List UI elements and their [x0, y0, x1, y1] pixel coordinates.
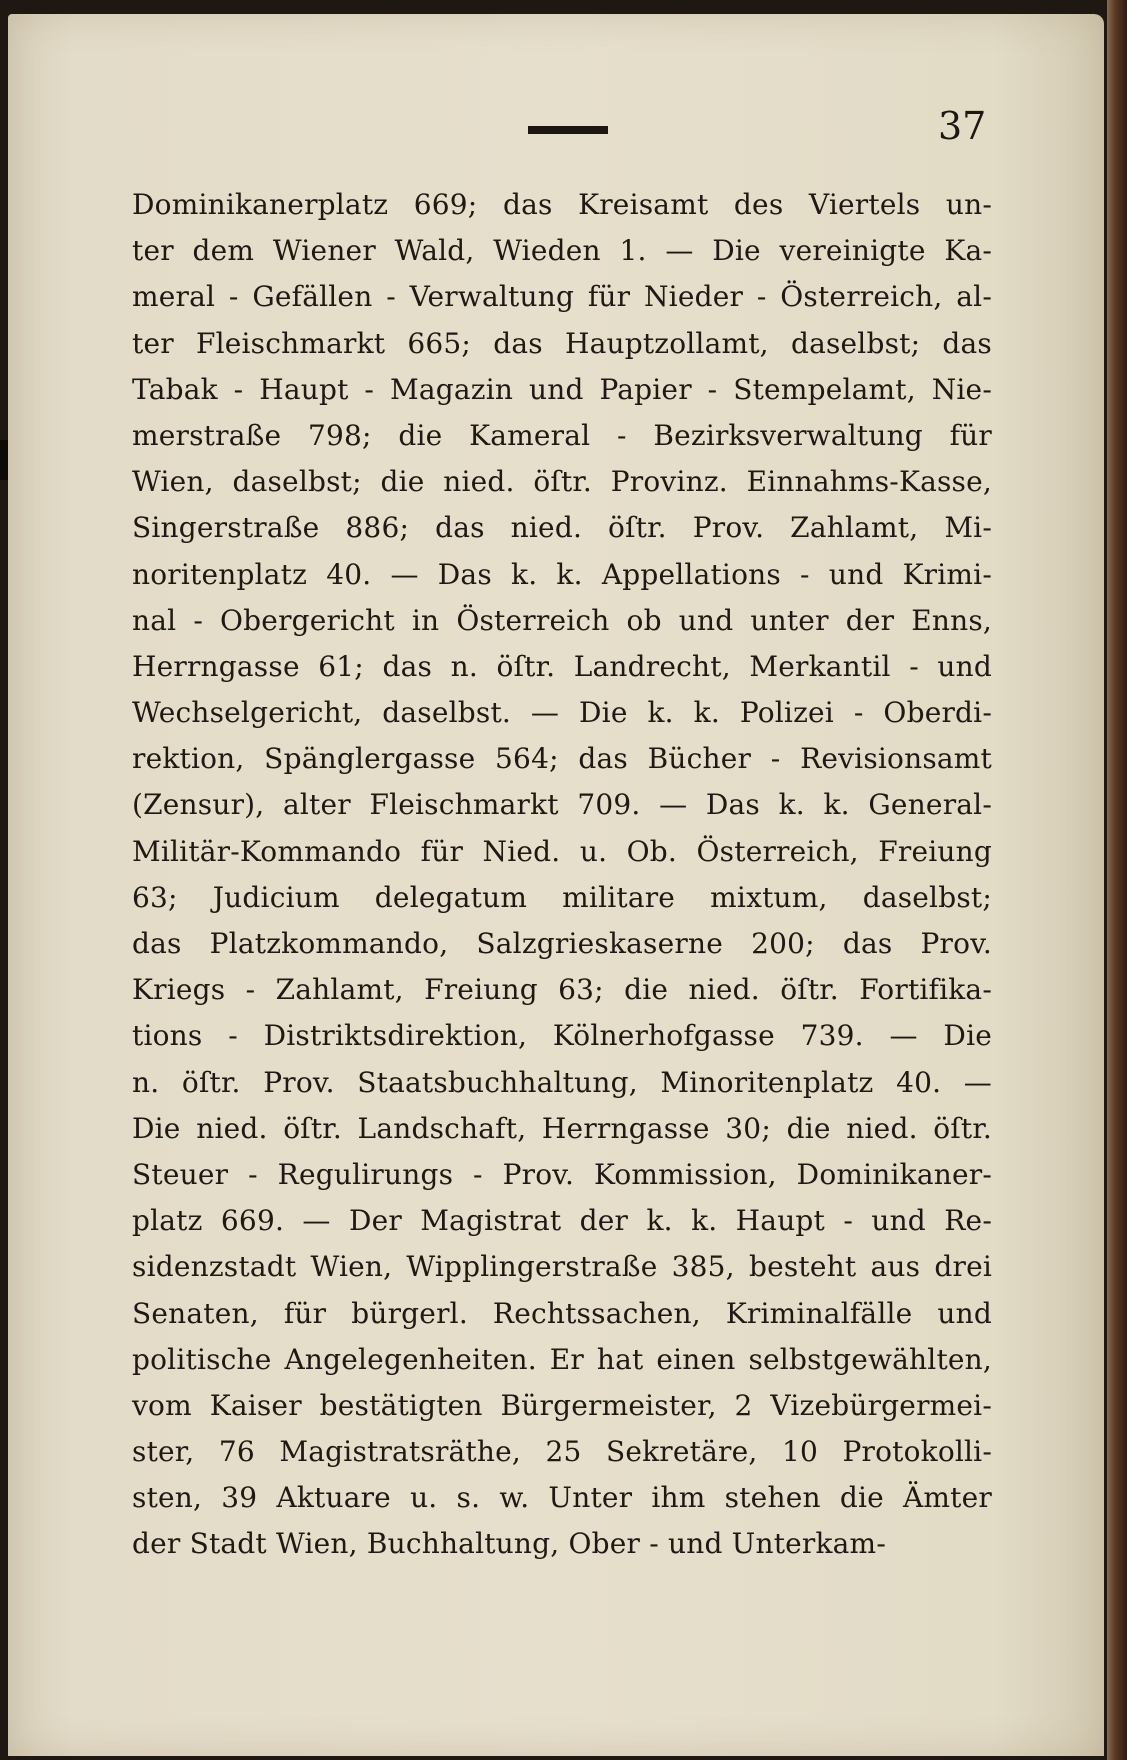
text-line: Tabak - Haupt - Magazin und Papier - Stempelamt, Nie-	[132, 372, 992, 406]
text-line: Die nied. öſtr. Landschaft, Herrngasse 30; die nied. öſtr.	[132, 1111, 992, 1145]
text-line: der Stadt Wien, Buchhaltung, Ober - und Unterkam-	[132, 1527, 886, 1561]
text-line: Kriegs - Zahlamt, Freiung 63; die nied. öſtr. Fortifika-	[132, 973, 992, 1007]
text-line: platz 669. — Der Magistrat der k. k. Haupt - und Re-	[132, 1204, 992, 1238]
text-line: vom Kaiser bestätigten Bürgermeister, 2 Vizebürgermei-	[132, 1388, 992, 1422]
text-line: politische Angelegenheiten. Er hat einen selbstgewählten,	[132, 1342, 992, 1376]
text-line: 63; Judicium delegatum militare mixtum, daselbst;	[132, 880, 992, 914]
text-line: ter Fleischmarkt 665; das Hauptzollamt, daselbst; das	[132, 326, 992, 360]
body-text	[132, 182, 992, 1568]
text-line: nal - Obergericht in Österreich ob und unter der Enns,	[132, 603, 992, 637]
text-line: (Zensur), alter Fleischmarkt 709. — Das k. k. General-	[132, 788, 992, 822]
text-line: rektion, Spänglergasse 564; das Bücher - Revisionsamt	[132, 742, 992, 776]
text-line: Militär-Kommando für Nied. u. Ob. Österreich, Freiung	[132, 834, 992, 868]
text-line: Herrngasse 61; das n. öſtr. Landrecht, Merkantil - und	[132, 649, 992, 683]
text-line: ter dem Wiener Wald, Wieden 1. — Die vereinigte Ka-	[132, 234, 992, 268]
text-line: ster, 76 Magistratsräthe, 25 Sekretäre, 10 Protokolli-	[132, 1435, 992, 1469]
text-line: sten, 39 Aktuare u. s. w. Unter ihm stehen die Ämter	[132, 1481, 992, 1515]
text-line: Senaten, für bürgerl. Rechtssachen, Kriminalfälle und	[132, 1296, 992, 1330]
binding-mark	[0, 440, 8, 480]
text-line: merstraße 798; die Kameral - Bezirksverwaltung für	[132, 418, 992, 452]
text-line: das Platzkommando, Salzgrieskaserne 200; das Prov.	[132, 927, 992, 960]
text-line: Singerstraße 886; das nied. öſtr. Prov. Zahlamt, Mi-	[132, 511, 992, 545]
text-line: Wien, daselbst; die nied. öſtr. Provinz. Einnahms-Kasse,	[132, 465, 992, 499]
text-line: meral - Gefällen - Verwaltung für Nieder - Österreich, al-	[132, 280, 992, 314]
text-line: tions - Distriktsdirektion, Kölnerhofgasse 739. — Die	[132, 1019, 992, 1053]
text-line: Wechselgericht, daselbst. — Die k. k. Polizei - Oberdi-	[132, 696, 992, 730]
text-line: Dominikanerplatz 669; das Kreisamt des Viertels un-	[132, 188, 992, 221]
header-rule	[528, 126, 608, 134]
text-line: n. öſtr. Prov. Staatsbuchhaltung, Minoritenplatz 40. —	[132, 1065, 992, 1099]
text-line: sidenzstadt Wien, Wipplingerstraße 385, besteht aus drei	[132, 1250, 992, 1284]
page-number: 37	[938, 104, 987, 148]
text-line: noritenplatz 40. — Das k. k. Appellations - und Krimi-	[132, 557, 992, 591]
text-line: Steuer - Regulirungs - Prov. Kommission, Dominikaner-	[132, 1157, 992, 1191]
book-edge	[1107, 0, 1127, 1760]
paper-page	[8, 14, 1104, 1756]
